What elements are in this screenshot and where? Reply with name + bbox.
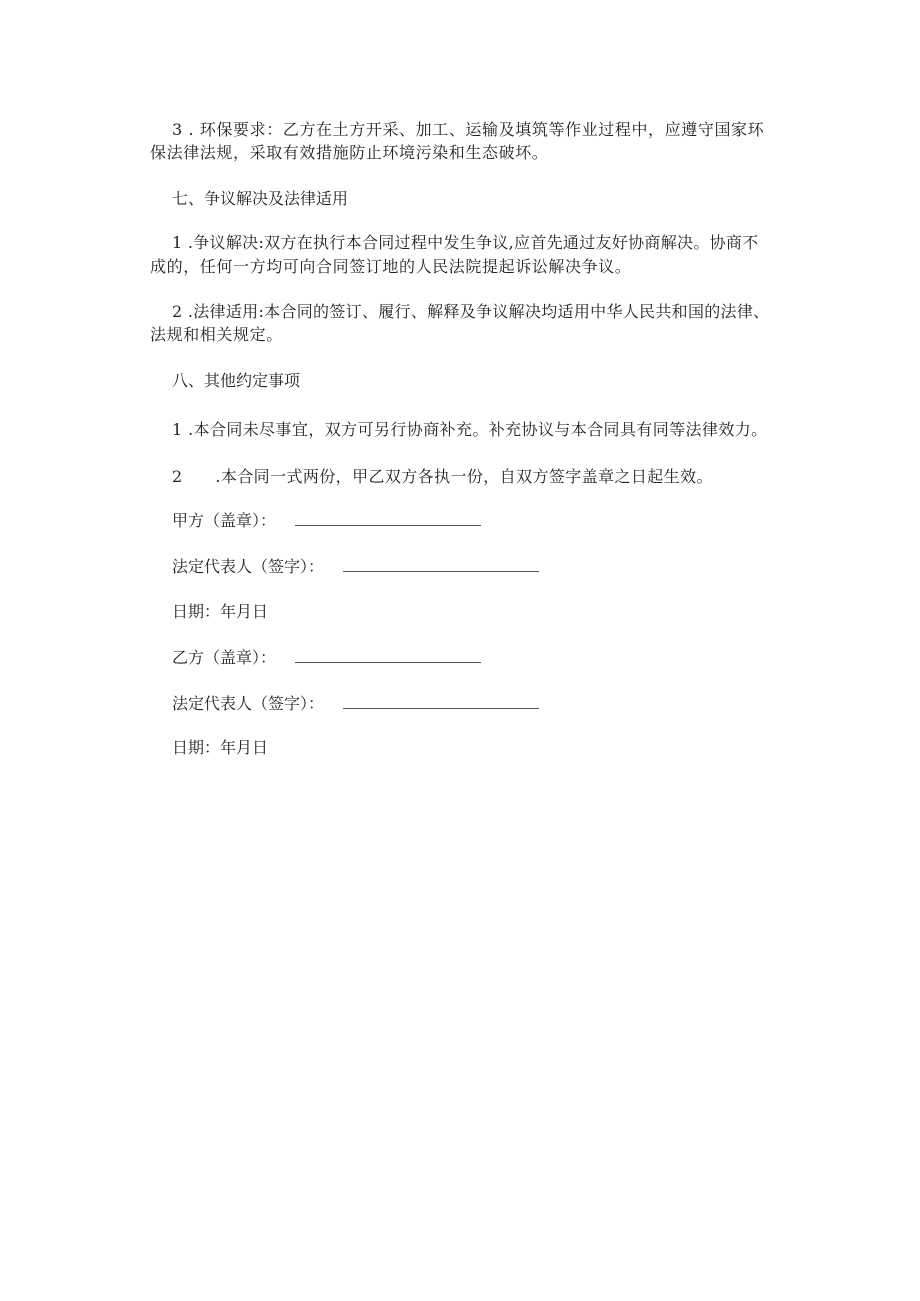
section-heading-misc: 八、其他约定事项 (172, 371, 301, 390)
party-b-rep-label: 法定代表人（签字）： (172, 694, 325, 713)
party-a-rep-label: 法定代表人（签字）： (172, 557, 325, 576)
party-b-seal-row (172, 648, 481, 668)
party-b-rep-blank[interactable] (343, 694, 539, 709)
party-a-rep-row (172, 557, 539, 577)
party-a-seal-blank[interactable] (295, 511, 481, 526)
party-a-seal-row (172, 511, 481, 531)
dispute-clause-line1: 1 .争议解决:双方在执行本合同过程中发生争议,应首先通过友好协商解决。协商不 (172, 233, 759, 252)
party-b-seal-blank[interactable] (295, 648, 481, 663)
env-clause-line1: 3 . 环保要求：乙方在土方开采、加工、运输及填筑等作业过程中，应遵守国家环 (172, 120, 765, 139)
party-b-rep-row (172, 694, 539, 714)
party-b-seal-label: 乙方（盖章）： (172, 648, 277, 667)
party-a-rep-blank[interactable] (343, 557, 539, 572)
party-a-seal-label: 甲方（盖章）： (172, 511, 277, 530)
party-b-date: 日期：年月日 (172, 738, 269, 757)
party-a-date: 日期：年月日 (172, 602, 269, 621)
law-clause-line2: 法规和相关规定。 (150, 325, 283, 344)
misc-clause-2: 2 .本合同一式两份，甲乙双方各执一份，自双方签字盖章之日起生效。 (172, 467, 713, 486)
section-heading-dispute: 七、争议解决及法律适用 (172, 189, 349, 208)
dispute-clause-line2: 成的，任何一方均可向合同签订地的人民法院提起诉讼解决争议。 (150, 257, 632, 276)
env-clause-line2: 保法律法规，采取有效措施防止环境污染和生态破坏。 (150, 143, 549, 162)
misc-clause-1: 1 .本合同未尽事宜，双方可另行协商补充。补充协议与本合同具有同等法律效力。 (172, 420, 768, 439)
law-clause-line1: 2 .法律适用:本合同的签订、履行、解释及争议解决均适用中华人民共和国的法律、 (172, 302, 770, 321)
